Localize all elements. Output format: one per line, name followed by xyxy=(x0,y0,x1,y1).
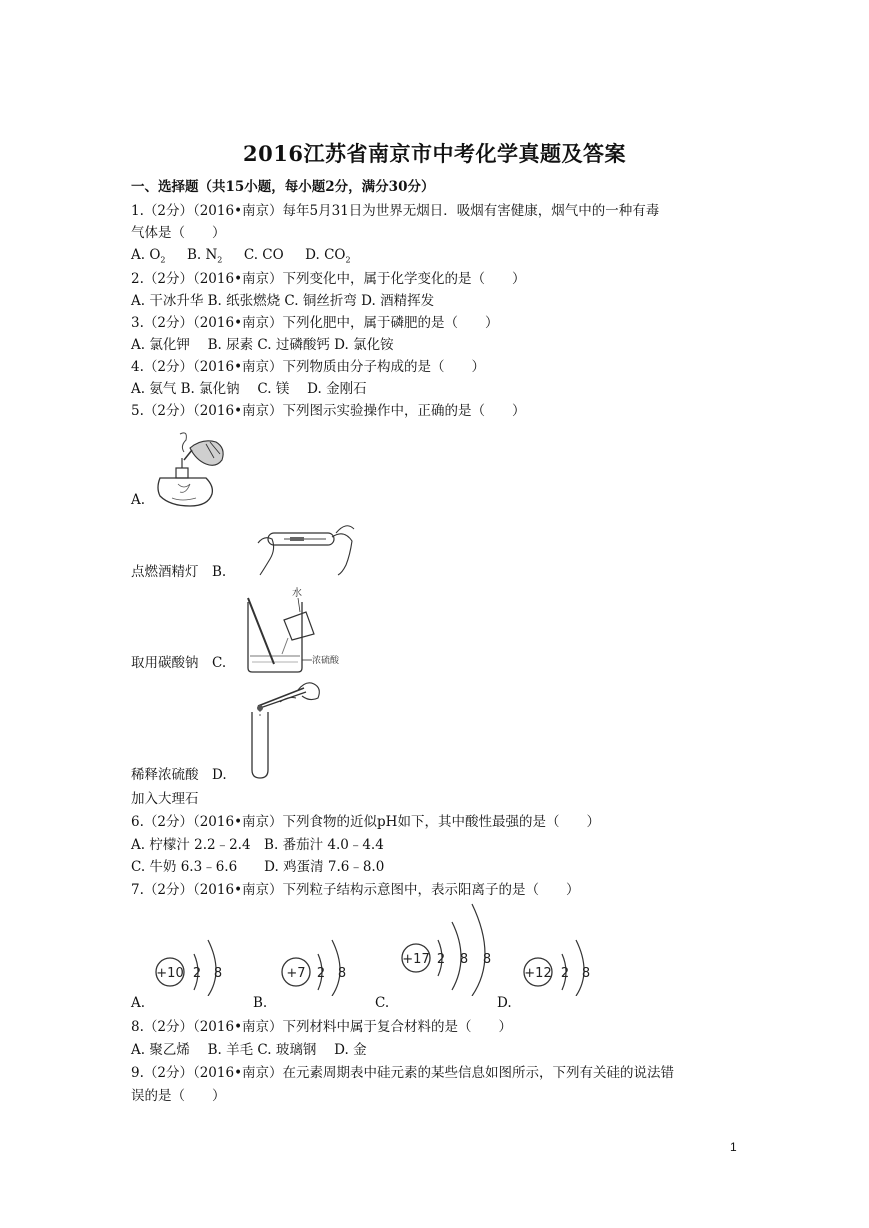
atom-diagram-b xyxy=(282,940,346,996)
q8-stem: 8.（2分）（2016•南京）下列材料中属于复合材料的是（ ） xyxy=(131,1019,513,1035)
q2-stem: 2.（2分）（2016•南京）下列变化中，属于化学变化的是（ ） xyxy=(131,271,526,287)
q1-option-a: A. $O_2$ xyxy=(131,247,166,265)
atom-diagram-d xyxy=(524,940,590,996)
add-marble-figure xyxy=(244,676,324,780)
atom-a-nucleus: +10 xyxy=(156,966,184,981)
atom-diagram-a xyxy=(156,940,222,996)
q6-stem: 6.（2分）（2016•南京）下列食物的近似pH如下，其中酸性最强的是（ ） xyxy=(131,814,600,830)
q3-stem: 3.（2分）（2016•南京）下列化肥中，属于磷肥的是（ ） xyxy=(131,315,499,331)
alcohol-lamp-figure xyxy=(150,428,230,510)
atom-b-shell-1: 2 xyxy=(316,966,326,981)
q7-stem: 7.（2分）（2016•南京）下列粒子结构示意图中，表示阳离子的是（ ） xyxy=(131,882,580,898)
atom-c-shell-3: 8 xyxy=(482,952,492,967)
q3-options: A. 氯化钾 B. 尿素 C. 过磷酸钙 D. 氯化铵 xyxy=(131,337,394,353)
atom-c-nucleus: +17 xyxy=(402,952,430,967)
atom-b-nucleus: +7 xyxy=(286,966,306,981)
atom-d-nucleus: +12 xyxy=(524,966,552,981)
q4-stem: 4.（2分）（2016•南京）下列物质由分子构成的是（ ） xyxy=(131,359,486,375)
atom-a-shell-1: 2 xyxy=(192,966,202,981)
atom-b-shell-2: 8 xyxy=(337,966,347,981)
q1-stem-line2: 气体是（ ） xyxy=(131,225,226,241)
q5-line-d: 稀释浓硫酸 D. xyxy=(131,767,227,783)
q9-stem-line1: 9.（2分）（2016•南京）在元素周期表中硅元素的某些信息如图所示，下列有关硅的说法错 xyxy=(131,1065,675,1081)
q9-stem-line2: 误的是（ ） xyxy=(131,1088,226,1104)
q1-option-c: C. CO xyxy=(243,247,284,263)
q7-label-d: D. xyxy=(497,995,512,1011)
q4-options: A. 氨气 B. 氯化钠 C. 镁 D. 金刚石 xyxy=(131,381,367,397)
page-number: 1 xyxy=(730,1140,737,1154)
q1-option-d: D. $CO_2$ xyxy=(305,247,351,265)
q5-line-c: 取用碳酸钠 C. xyxy=(131,655,227,671)
q5-fig-c-acid-label: 浓硫酸 xyxy=(312,656,340,666)
q2-options: A. 干冰升华 B. 纸张燃烧 C. 铜丝折弯 D. 酒精挥发 xyxy=(131,293,435,309)
atom-c-shell-2: 8 xyxy=(459,952,469,967)
page-title: 2016江苏省南京市中考化学真题及答案 xyxy=(243,141,626,166)
q1-options xyxy=(131,246,351,270)
q5-label-a: A. xyxy=(131,492,146,508)
q7-label-c: C. xyxy=(375,995,390,1011)
q5-line-e: 加入大理石 xyxy=(131,791,199,807)
atom-structure-diagrams xyxy=(130,900,610,996)
q7-label-b: B. xyxy=(253,995,268,1011)
section-heading: 一、选择题（共15小题，每小题2分，满分30分） xyxy=(131,179,435,195)
q5-stem: 5.（2分）（2016•南京）下列图示实验操作中，正确的是（ ） xyxy=(131,403,526,419)
atom-d-shell-2: 8 xyxy=(581,966,591,981)
q1-option-b: B. $N_2$ xyxy=(186,247,223,265)
q7-label-a: A. xyxy=(131,995,146,1011)
q5-line-b: 点燃酒精灯 B. xyxy=(131,564,227,580)
q8-options: A. 聚乙烯 B. 羊毛 C. 玻璃钢 D. 金 xyxy=(131,1042,367,1058)
q5-fig-c-water-label: 水 xyxy=(292,588,302,599)
atom-d-shell-1: 2 xyxy=(560,966,570,981)
q1-stem-line1: 1.（2分）（2016•南京）每年5月31日为世界无烟日．吸烟有害健康，烟气中的一种有毒 xyxy=(131,203,660,219)
dilute-acid-figure xyxy=(240,582,350,678)
test-tube-powder-figure xyxy=(254,515,358,577)
atom-c-shell-1: 2 xyxy=(436,952,446,967)
atom-diagram-c xyxy=(402,904,491,996)
q6-options-2: C. 牛奶 6.3﹣6.6 D. 鸡蛋清 7.6﹣8.0 xyxy=(131,859,385,875)
q6-options-1: A. 柠檬汁 2.2﹣2.4 B. 番茄汁 4.0﹣4.4 xyxy=(131,837,384,853)
atom-a-shell-2: 8 xyxy=(213,966,223,981)
